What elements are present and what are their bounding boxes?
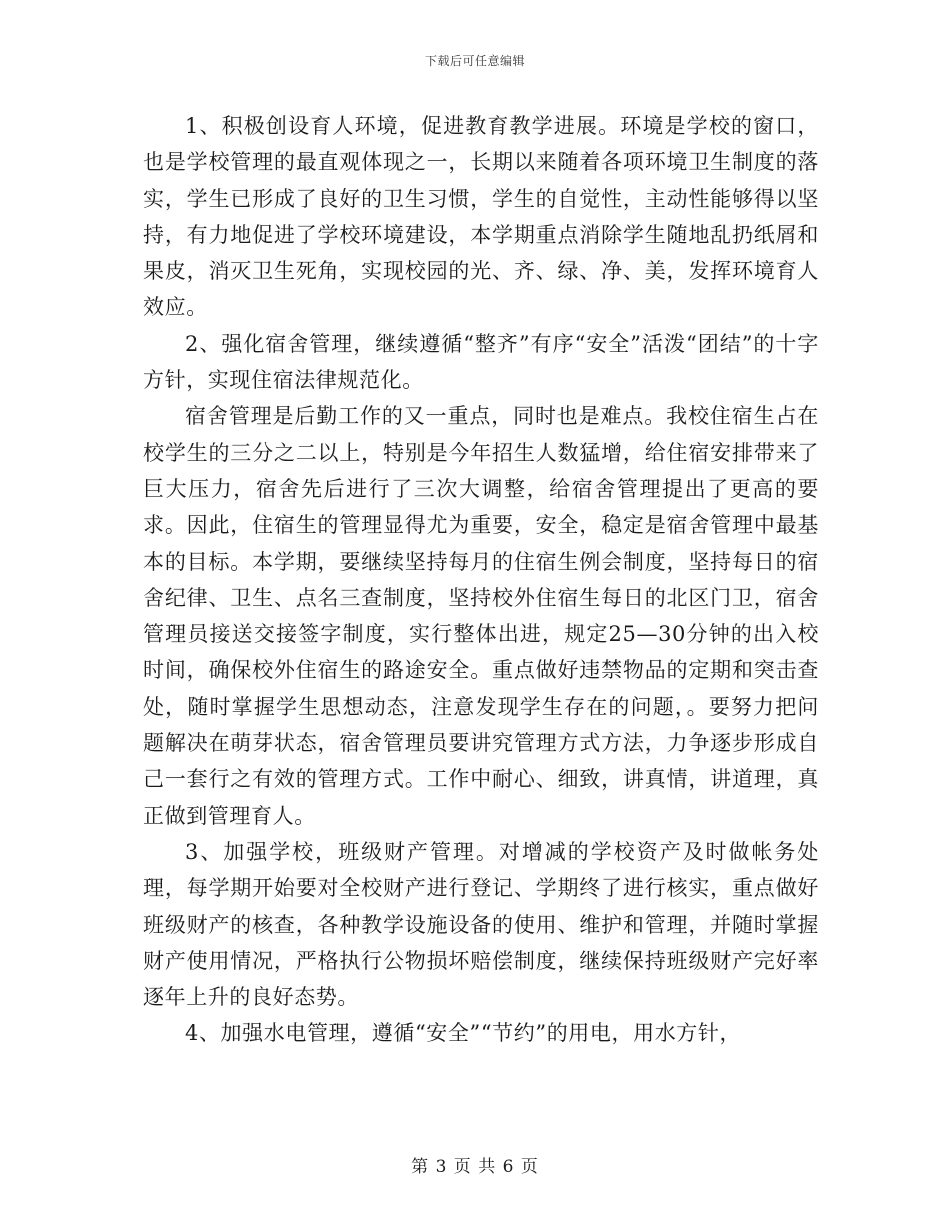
paragraph-utilities-management: 4、加强水电管理，遵循“安全”“节约”的用电，用水方针， bbox=[185, 1021, 742, 1046]
page-number: 第 3 页 共 6 页 bbox=[411, 1157, 539, 1177]
page-header: 下载后可任意编辑 bbox=[424, 54, 525, 68]
document-body bbox=[143, 108, 819, 1052]
paragraph-environment: 1、积极创设育人环境，促进教育教学进展。环境是学校的窗口，也是学校管理的最直观体现之一，长期以来随着各项环境卫生制度的落实，学生已形成了良好的卫生习惯，学生的自觉性，主动性能够得以坚持，有力地促进了学校环境建设，本学期重点消除学生随地乱扔纸屑和果皮，消灭卫生死角，实现校园的光、齐、绿、净、美，发挥环境育人效应。 bbox=[143, 114, 819, 320]
paragraph-property-management: 3、加强学校，班级财产管理。对增减的学校资产及时做帐务处理，每学期开始要对全校财产进行登记、学期终了进行核实，重点做好班级财产的核查，各种教学设施设备的使用、维护和管理，并随时掌握财产使用情况，严格执行公物损坏赔偿制度，继续保持班级财产完好率逐年上升的良好态势。 bbox=[143, 839, 819, 1010]
paragraph-dormitory-policy: 2、强化宿舍管理，继续遵循“整齐”有序“安全”活泼“团结”的十字方针，实现住宿法律规范化。 bbox=[143, 331, 819, 393]
paragraph-dormitory-management: 宿舍管理是后勤工作的又一重点，同时也是难点。我校住宿生占在校学生的三分之二以上，特别是今年招生人数猛增，给住宿安排带来了巨大压力，宿舍先后进行了三次大调整，给宿舍管理提出了更高的要求。因此，住宿生的管理显得尤为重要，安全，稳定是宿舍管理中最基本的目标。本学期，要继续坚持每月的住宿生例会制度，坚持每日的宿舍纪律、卫生、点名三查制度，坚持校外住宿生每日的北区门卫，宿舍管理员接送交接签字制度，实行整体出进，规定25—30分钟的出入校时间，确保校外住宿生的路途安全。重点做好违禁物品的定期和突击查处，随时掌握学生思想动态，注意发现学生存在的问题，。要努力把问题解决在萌芽状态，宿舍管理员要讲究管理方式方法，力争逐步形成自己一套行之有效的管理方式。工作中耐心、细致，讲真情，讲道理，真正做到管理育人。 bbox=[143, 404, 819, 828]
